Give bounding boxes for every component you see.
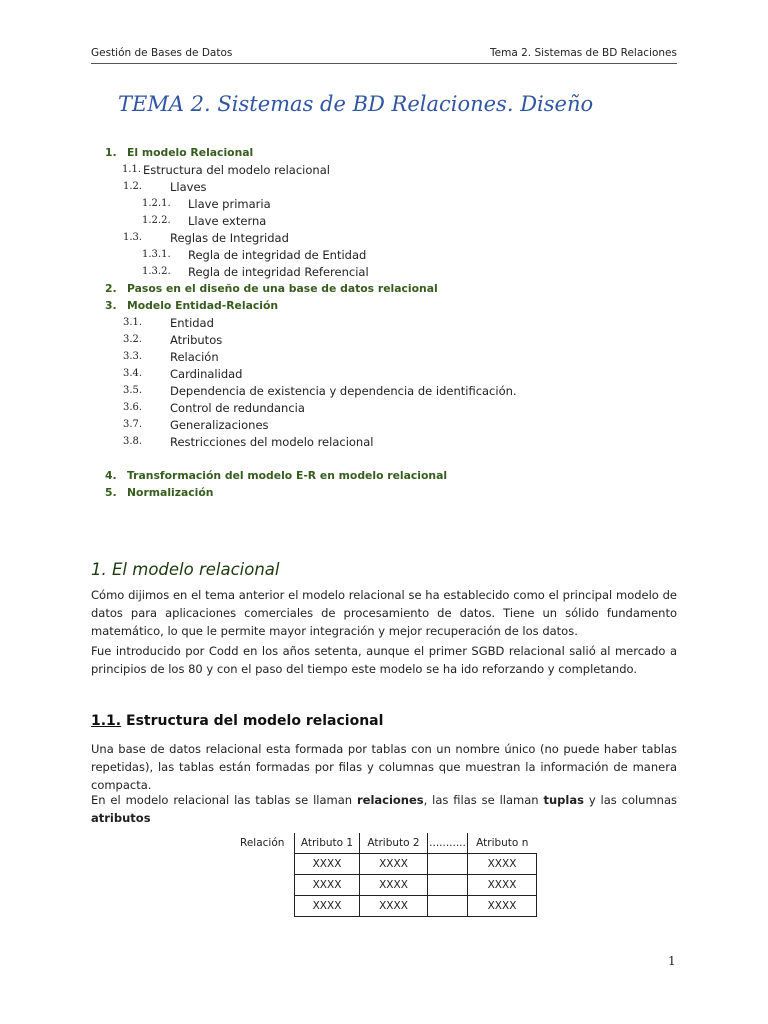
document-title: TEMA 2. Sistemas de BD Relaciones. Diseño: [118, 92, 594, 116]
table-header-cell: Relación: [240, 837, 285, 850]
toc-item-1-3-2[interactable]: 1.3.2. Regla de integridad Referencial: [142, 265, 369, 279]
page-header: [91, 47, 677, 64]
section-1-paragraph-2: Fue introducido por Codd en los años setenta, aunque el primer SGBD relacional salió al mercado a principios de los 80 y con el paso del tiempo este modelo se ha ido reforzando y completando.: [91, 644, 677, 676]
toc-item-3-3[interactable]: 3.3. Relación: [123, 350, 219, 364]
section-1-1-paragraph-1: Una base de datos relacional esta formada por tablas con un nombre único (no puede haber tablas repetidas), las tablas están formadas por filas y columnas que muestran la información de manera compacta.: [91, 742, 677, 792]
toc-item-1-3[interactable]: 1.3. Reglas de Integridad: [123, 231, 289, 245]
table-header-cell: Atributo n: [468, 833, 537, 854]
toc-item-3-4[interactable]: 3.4. Cardinalidad: [123, 367, 243, 381]
header-course: Gestión de Bases de Datos: [91, 47, 233, 59]
table-cell: XXXX: [360, 896, 428, 917]
toc-item-1-2[interactable]: 1.2. Llaves: [123, 180, 207, 194]
table-cell: [428, 896, 468, 917]
toc-item-5[interactable]: 5. Normalización: [105, 486, 214, 499]
toc-item-3-7[interactable]: 3.7. Generalizaciones: [123, 418, 269, 432]
table-cell: XXXX: [295, 896, 360, 917]
table-header-cell: Atributo 2: [360, 833, 428, 854]
table-header-cell: Atributo 1: [295, 833, 360, 854]
table-cell: XXXX: [360, 875, 428, 896]
table-cell: XXXX: [468, 875, 537, 896]
header-topic: Tema 2. Sistemas de BD Relaciones: [490, 47, 677, 59]
toc-item-1-2-2[interactable]: 1.2.2. Llave externa: [142, 214, 267, 228]
table-cell: [428, 854, 468, 875]
section-1-paragraph-1: Cómo dijimos en el tema anterior el modelo relacional se ha establecido como el principal modelo de datos para aplicaciones comerciales de procesamiento de datos. Tiene un sólido fundamento matemático, lo que le permite mayor integración y mejor recuperación de los datos.: [91, 588, 677, 638]
table-cell: [428, 875, 468, 896]
page-number: 1: [668, 954, 676, 968]
table-row: [234, 875, 537, 896]
toc-item-2[interactable]: 2. Pasos en el diseño de una base de datos relacional: [105, 282, 438, 295]
toc-item-3-6[interactable]: 3.6. Control de redundancia: [123, 401, 305, 415]
table-row: [234, 896, 537, 917]
table-cell: XXXX: [295, 875, 360, 896]
table-row: [234, 854, 537, 875]
toc-item-3-5[interactable]: 3.5. Dependencia de existencia y dependencia de identificación.: [123, 384, 517, 398]
section-1-heading: 1. El modelo relacional: [91, 560, 280, 579]
section-1-1-heading: 1.1. Estructura del modelo relacional: [91, 713, 384, 729]
toc-item-3-8[interactable]: 3.8. Restricciones del modelo relacional: [123, 435, 374, 449]
toc-item-1-3-1[interactable]: 1.3.1. Regla de integridad de Entidad: [142, 248, 367, 262]
toc-item-3-2[interactable]: 3.2. Atributos: [123, 333, 223, 347]
table-cell: XXXX: [295, 854, 360, 875]
table-header-row: [234, 833, 537, 854]
table-cell: XXXX: [468, 854, 537, 875]
toc-item-1-2-1[interactable]: 1.2.1. Llave primaria: [142, 197, 271, 211]
toc-item-3-1[interactable]: 3.1. Entidad: [123, 316, 214, 330]
section-1-1-paragraph-2: En el modelo relacional las tablas se llaman relaciones, las filas se llaman tuplas y las columnas atributos: [91, 793, 677, 825]
table-cell: XXXX: [360, 854, 428, 875]
toc-item-4[interactable]: 4. Transformación del modelo E-R en modelo relacional: [105, 469, 448, 482]
toc-item-1-1[interactable]: 1.1. Estructura del modelo relacional: [122, 163, 330, 177]
table-header-cell: ...........: [428, 833, 468, 854]
table-cell: XXXX: [468, 896, 537, 917]
relation-example-table: [234, 833, 537, 917]
table-of-contents: [0, 144, 768, 501]
toc-item-1[interactable]: 1. El modelo Relacional: [105, 146, 254, 159]
toc-item-3[interactable]: 3. Modelo Entidad-Relación: [105, 299, 279, 312]
